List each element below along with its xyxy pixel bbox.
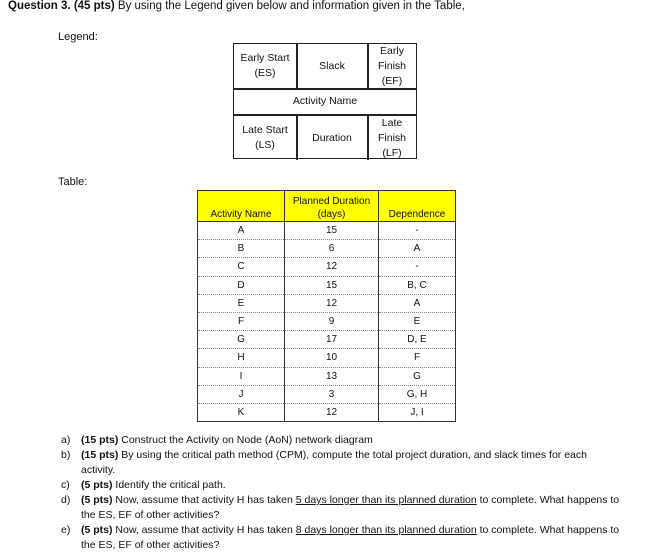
table-header-row <box>198 191 456 222</box>
cell-dependence: - <box>379 222 456 240</box>
legend-early-start <box>234 44 296 88</box>
question-label: d) <box>61 494 71 506</box>
cell-duration: 12 <box>285 403 379 421</box>
question-item <box>61 523 621 553</box>
table-row <box>198 403 456 421</box>
cell-duration: 3 <box>285 385 379 403</box>
question-heading <box>8 0 465 12</box>
table-row <box>198 276 456 294</box>
legend-late-start-line2: (LS) <box>255 139 275 151</box>
cell-dependence: A <box>379 240 456 258</box>
cell-duration: 15 <box>285 276 379 294</box>
cell-activity: E <box>198 294 285 312</box>
table-row <box>198 349 456 367</box>
question-item <box>61 433 621 448</box>
table-body <box>198 222 456 422</box>
question-item <box>61 478 621 493</box>
cell-activity: H <box>198 349 285 367</box>
question-points: (5 pts) <box>81 524 113 536</box>
question-label: c) <box>61 479 70 491</box>
question-label: a) <box>61 434 71 446</box>
cell-activity: J <box>198 385 285 403</box>
cell-duration: 12 <box>285 258 379 276</box>
legend-early-start-line2: (ES) <box>254 67 276 79</box>
question-text-post: to complete. What happens to the ES, EF of other activities? <box>81 494 620 521</box>
legend-late-finish <box>368 116 416 160</box>
question-text-body: Identify the critical path. <box>112 479 226 491</box>
legend-duration: Duration <box>312 131 352 144</box>
question-text-underlined: 8 days longer than its planned duration <box>295 524 477 536</box>
table-row <box>198 240 456 258</box>
cell-activity: C <box>198 258 285 276</box>
question-text <box>81 448 621 478</box>
cell-duration: 9 <box>285 312 379 330</box>
question-text-pre: Now, assume that activity H has taken <box>112 494 296 506</box>
cell-dependence: E <box>379 312 456 330</box>
cell-duration: 6 <box>285 240 379 258</box>
cell-dependence: G, H <box>379 385 456 403</box>
table-row <box>198 385 456 403</box>
question-label: e) <box>61 524 71 536</box>
legend-late-start-line1: Late Start <box>242 124 288 136</box>
cell-duration: 13 <box>285 367 379 385</box>
legend-late-finish-line3: (LF) <box>382 146 402 159</box>
question-heading-prefix: Question 3. (45 pts) <box>8 0 115 12</box>
question-text-underlined: 5 days longer than its planned duration <box>295 494 477 506</box>
question-points: (5 pts) <box>81 479 113 491</box>
legend-label: Legend: <box>58 31 98 43</box>
legend-early-finish <box>368 44 416 88</box>
cell-duration: 15 <box>285 222 379 240</box>
question-item <box>61 493 621 523</box>
cell-activity: A <box>198 222 285 240</box>
cell-activity: D <box>198 276 285 294</box>
cell-activity: G <box>198 331 285 349</box>
question-text <box>81 478 621 493</box>
legend-late-start <box>234 116 296 160</box>
question-text-body: By using the critical path method (CPM), compute the total project duration, and slack times for each activity. <box>81 449 587 476</box>
table-row <box>198 367 456 385</box>
question-label: b) <box>61 449 71 461</box>
question-list <box>61 433 621 553</box>
cell-duration: 10 <box>285 349 379 367</box>
legend-early-start-line1: Early Start <box>240 52 290 64</box>
cell-dependence: F <box>379 349 456 367</box>
legend-early-finish-line2: Finish <box>377 59 406 72</box>
cell-activity: K <box>198 403 285 421</box>
table-row <box>198 331 456 349</box>
question-text-post: to complete. What happens to the ES, EF of other activities? <box>81 524 620 551</box>
cell-duration: 12 <box>285 294 379 312</box>
legend-box <box>233 43 417 159</box>
question-text-body: Construct the Activity on Node (AoN) network diagram <box>118 434 373 446</box>
legend-late-finish-line2: Finish <box>377 131 406 144</box>
cell-dependence: - <box>379 258 456 276</box>
legend-early-finish-line1: Early <box>380 44 404 57</box>
cell-dependence: G <box>379 367 456 385</box>
table-row <box>198 294 456 312</box>
table-row <box>198 222 456 240</box>
legend-slack: Slack <box>319 59 345 72</box>
header-activity-name: Activity Name <box>198 191 285 222</box>
header-planned-duration: Planned Duration (days) <box>285 191 379 222</box>
question-points: (15 pts) <box>81 434 119 446</box>
activity-table <box>197 190 456 422</box>
question-heading-text: By using the Legend given below and information given in the Table, <box>114 0 465 12</box>
question-item <box>61 448 621 478</box>
table-row <box>198 312 456 330</box>
table-row <box>198 258 456 276</box>
cell-dependence: B, C <box>379 276 456 294</box>
cell-duration: 17 <box>285 331 379 349</box>
cell-dependence: J, I <box>379 403 456 421</box>
cell-activity: I <box>198 367 285 385</box>
cell-dependence: A <box>379 294 456 312</box>
question-text-pre: Now, assume that activity H has taken <box>112 524 296 536</box>
legend-early-finish-line3: (EF) <box>381 74 403 87</box>
question-text <box>81 523 621 553</box>
cell-activity: F <box>198 312 285 330</box>
question-points: (5 pts) <box>81 494 113 506</box>
question-points: (15 pts) <box>81 449 119 461</box>
legend-late-finish-line1: Late <box>381 116 403 129</box>
cell-activity: B <box>198 240 285 258</box>
header-dependence: Dependence <box>379 191 456 222</box>
question-text <box>81 433 621 448</box>
legend-activity-name: Activity Name <box>292 95 358 107</box>
cell-dependence: D, E <box>379 331 456 349</box>
question-text <box>81 493 621 523</box>
table-label: Table: <box>58 176 88 188</box>
